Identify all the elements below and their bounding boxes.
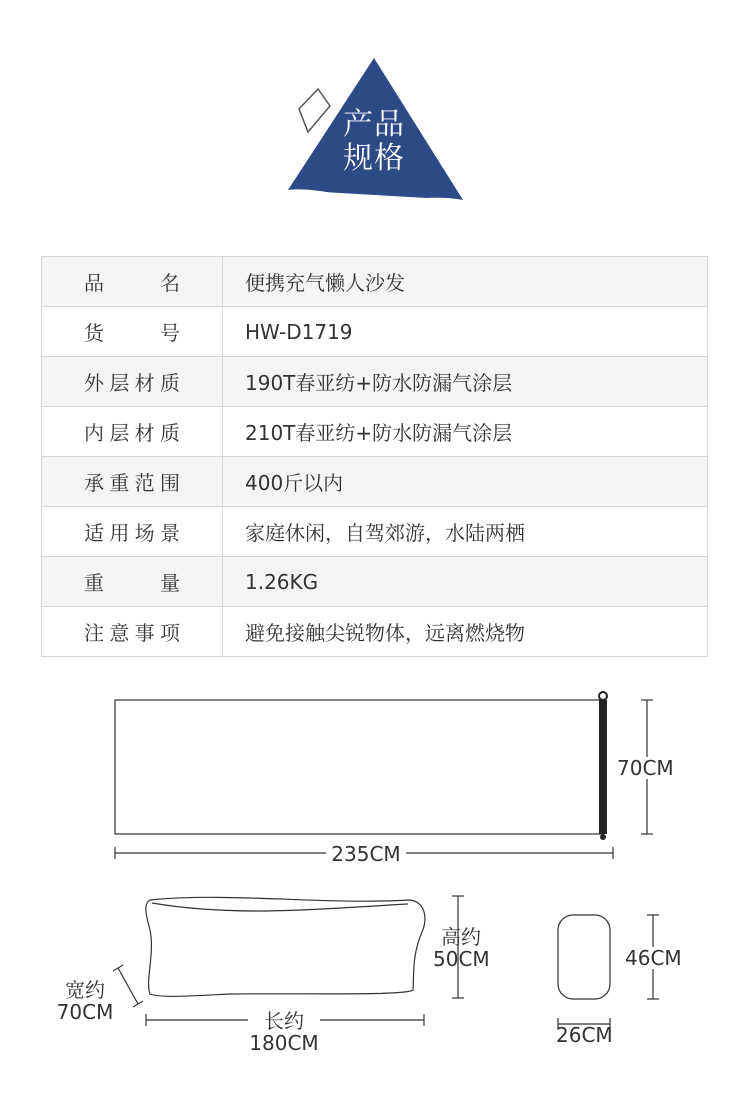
inflated-length-label-2: 180CM (249, 1031, 319, 1055)
packed-bag-outline (558, 915, 610, 999)
flat-length-label: 235CM (326, 843, 406, 865)
inflated-height-label (433, 926, 489, 970)
header-title-line1: 产品 (343, 107, 405, 142)
inflated-width-label (56, 979, 114, 1023)
spec-key: 适用场景 (42, 507, 223, 557)
spec-value: 1.26KG (223, 557, 708, 607)
spec-value: 避免接触尖锐物体，远离燃烧物 (223, 607, 708, 657)
packed-height-label: 46CM (625, 946, 682, 970)
spec-value: 190T春亚纺+防水防漏气涂层 (223, 357, 708, 407)
spec-key: 承重范围 (42, 457, 223, 507)
valve-strip (599, 700, 607, 834)
spec-value: 400斤以内 (223, 457, 708, 507)
spec-value: HW-D1719 (223, 307, 708, 357)
packed-width-label: 26CM (556, 1023, 613, 1047)
inflated-height-label-1: 高约 (441, 925, 481, 949)
inflated-width-label-1: 宽约 (65, 978, 105, 1002)
spec-key: 内层材质 (42, 407, 223, 457)
inflated-width-label-2: 70CM (56, 1000, 114, 1024)
inflated-length-label (248, 1010, 320, 1054)
spec-value: 家庭休闲，自驾郊游，水陆两栖 (223, 507, 708, 557)
spec-value: 210T春亚纺+防水防漏气涂层 (223, 407, 708, 457)
header-title-line2: 规格 (343, 141, 405, 176)
valve-icon (599, 692, 607, 700)
spec-value: 便携充气懒人沙发 (223, 257, 708, 307)
spec-key: 品名 (42, 257, 223, 307)
inflated-height-label-2: 50CM (433, 947, 490, 971)
flat-height-label: 70CM (617, 756, 674, 780)
flat-sofa-outline (115, 700, 603, 834)
inflated-length-label-1: 长约 (264, 1009, 304, 1033)
spec-key: 货号 (42, 307, 223, 357)
spec-key: 外层材质 (42, 357, 223, 407)
spec-key: 注意事项 (42, 607, 223, 657)
inflated-sofa-outline (146, 897, 425, 996)
spec-key: 重量 (42, 557, 223, 607)
